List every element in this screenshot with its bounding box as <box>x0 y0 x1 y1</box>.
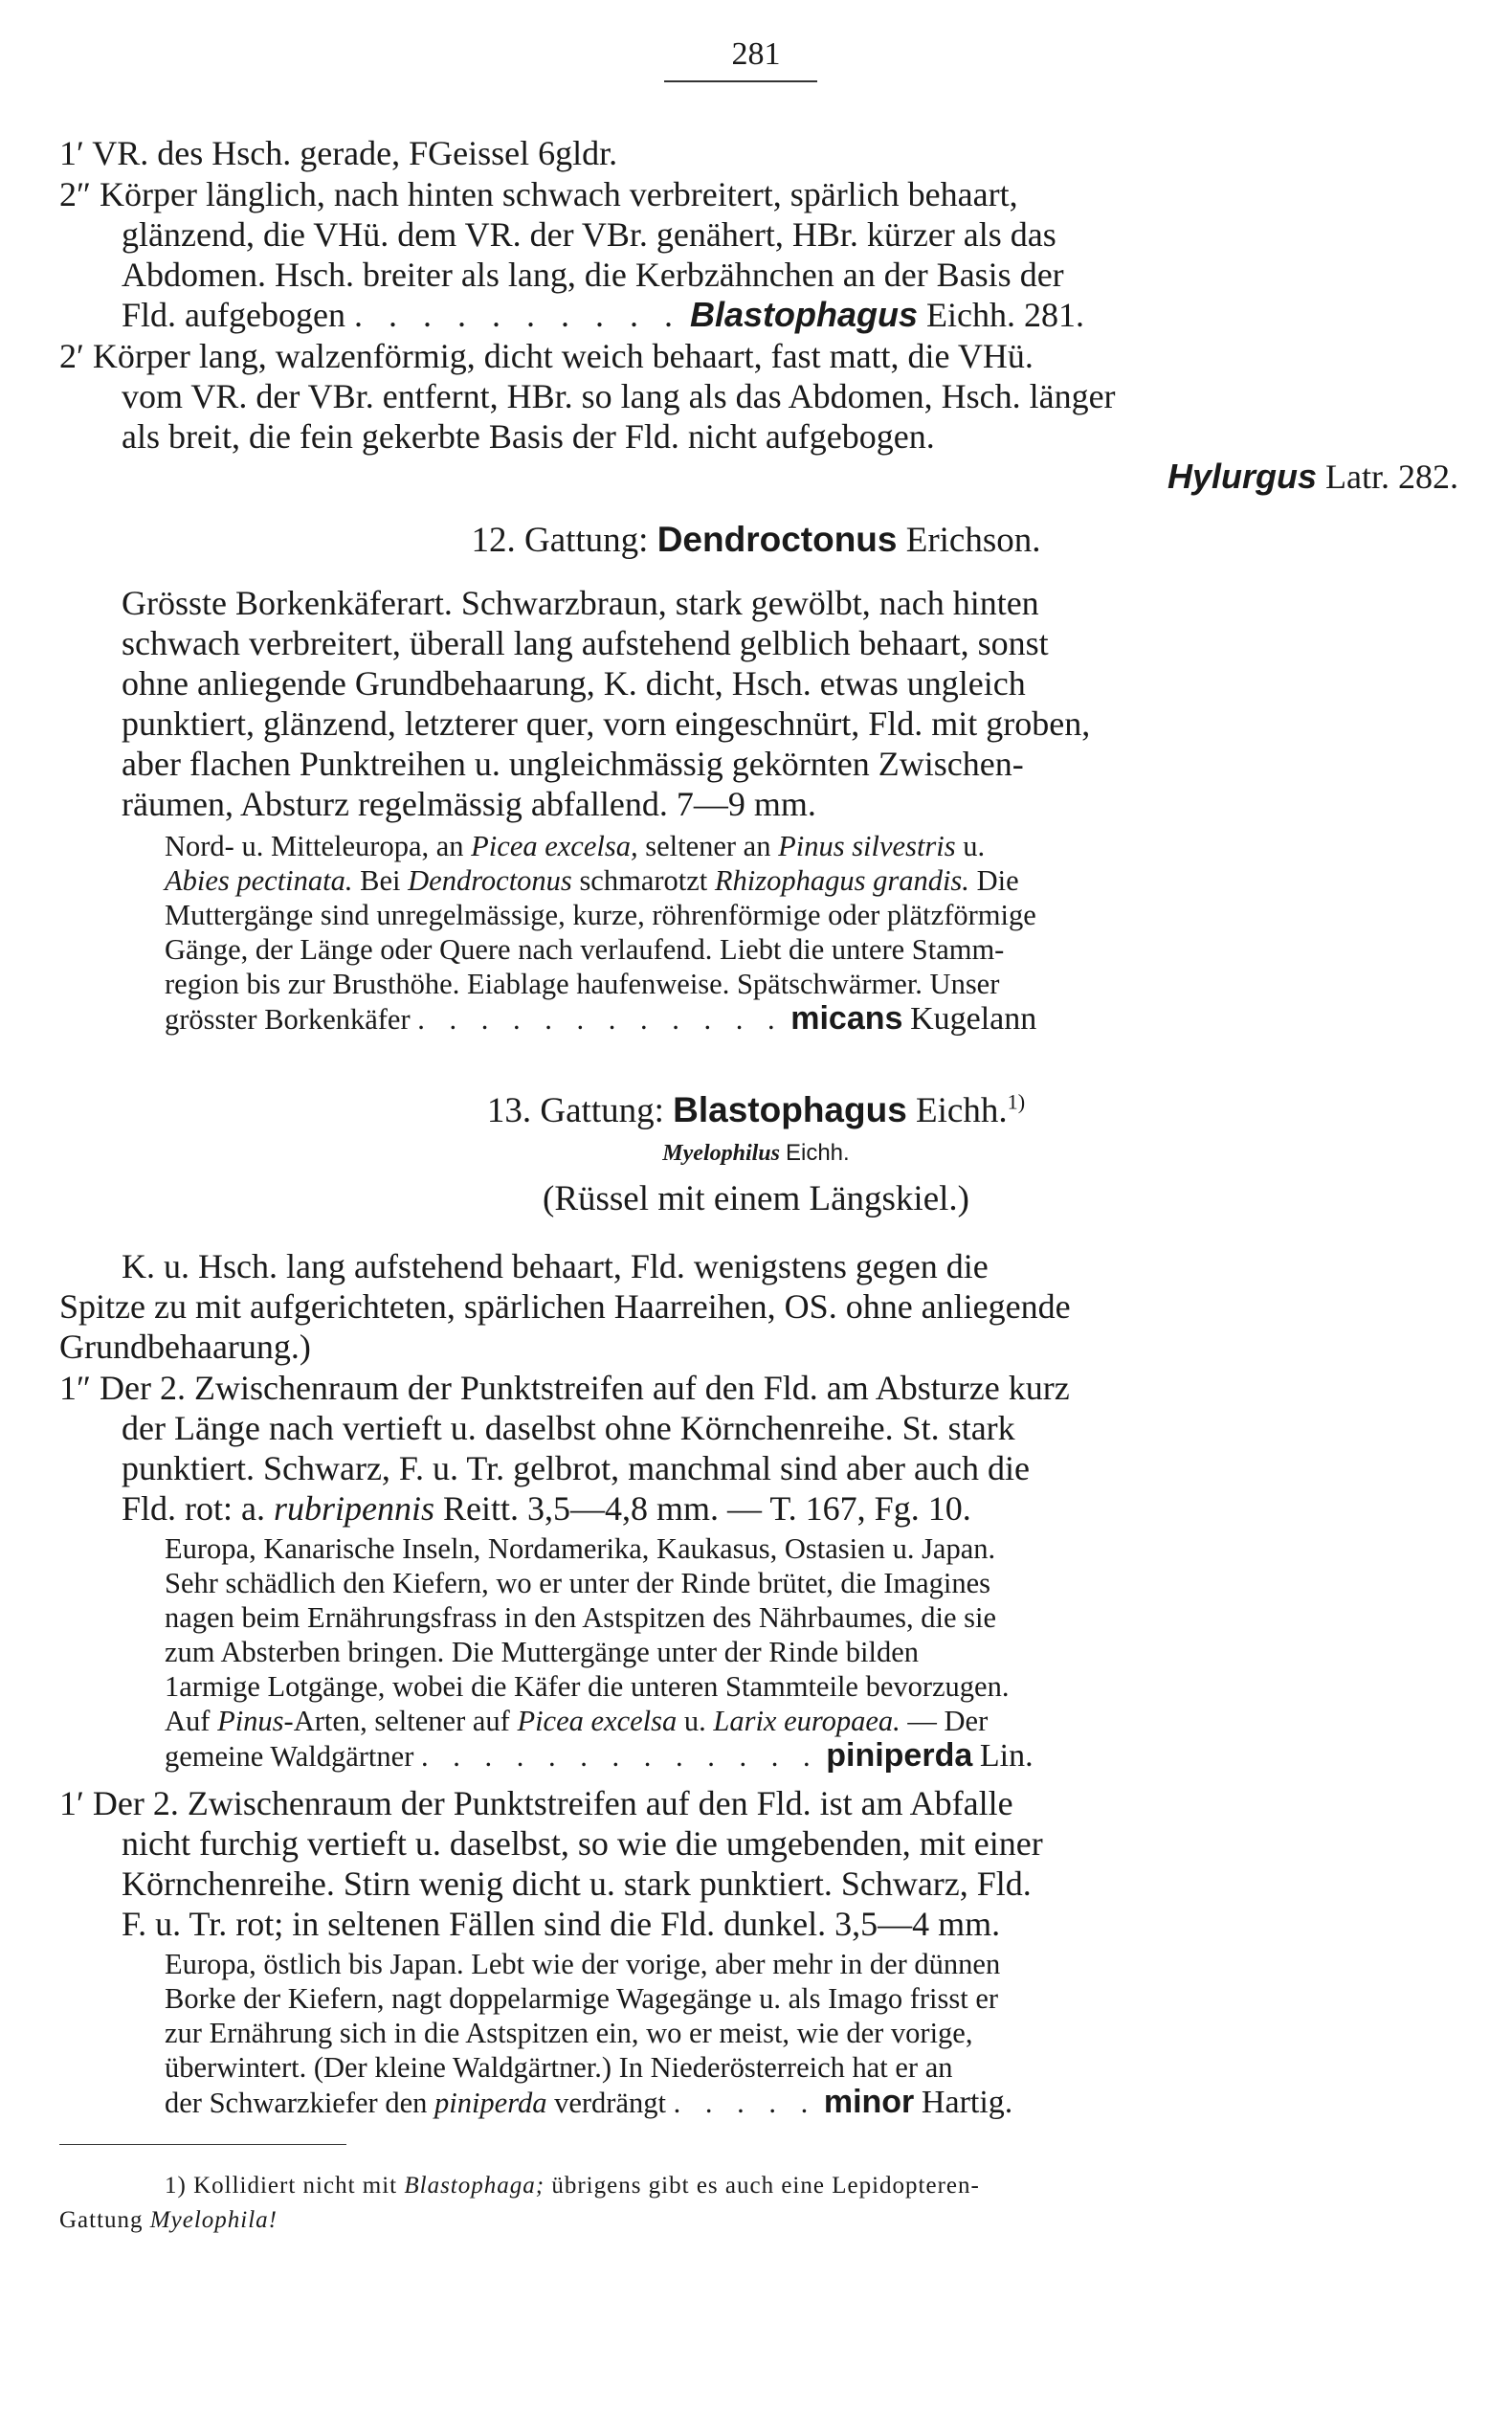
leader-dots: . . . . . . . . . . <box>353 296 681 334</box>
biology-line <box>165 2085 1012 2120</box>
biology-line <box>165 1738 1034 1774</box>
text: Auf <box>165 1705 211 1737</box>
species-name: Pinus silvestris <box>778 830 956 862</box>
synonym-author: Eichh. <box>785 1140 850 1166</box>
species-name: piniperda <box>434 2087 547 2119</box>
species-name: Dendroctonus <box>408 864 572 897</box>
taxon-name: piniperda <box>826 1737 973 1774</box>
text: Gattung <box>59 2207 144 2233</box>
genus-author: Eichh. <box>916 1091 1008 1130</box>
key-line: 2′ Körper lang, walzenförmig, dicht weich behaart, fast matt, die VHü. <box>59 337 1034 375</box>
taxon-name: Hylurgus <box>1167 457 1318 496</box>
footnote-marker: 1) <box>1007 1089 1026 1114</box>
biology-line: zum Absterben bringen. Die Muttergänge unter der Rinde bilden <box>165 1636 919 1668</box>
key-line: nicht furchig vertieft u. daselbst, so wie die umgebenden, mit einer <box>122 1824 1043 1863</box>
biology-line: Europa, Kanarische Inseln, Nordamerika, Kaukasus, Ostasien u. Japan. <box>165 1532 996 1565</box>
key-line: glänzend, die VHü. dem VR. der VBr. genähert, HBr. kürzer als das <box>122 215 1056 254</box>
description-line: punktiert, glänzend, letzterer quer, vorn eingeschnürt, Fld. mit groben, <box>122 704 1091 743</box>
text: gemeine Waldgärtner <box>165 1740 414 1773</box>
biology-line <box>165 829 985 863</box>
genus-synonym <box>0 1139 1512 1168</box>
description-line: K. u. Hsch. lang aufstehend behaart, Fld. wenigstens gegen die <box>122 1247 989 1285</box>
genus-name: Blastophagus <box>673 1090 907 1129</box>
genus-prefix: 13. Gattung: <box>486 1091 664 1130</box>
taxon-author: Hartig. <box>921 2085 1013 2120</box>
key-line: als breit, die fein gekerbte Basis der Fld. nicht aufgebogen. <box>122 417 935 456</box>
description-line: Grundbehaarung.) <box>59 1328 311 1366</box>
text: -Arten, seltener auf <box>283 1705 510 1737</box>
genus-heading-12 <box>0 521 1512 560</box>
key-line: 1′ Der 2. Zwischenraum der Punktstreifen auf den Fld. ist am Abfalle <box>59 1784 1013 1822</box>
biology-line: überwintert. (Der kleine Waldgärtner.) In Niederösterreich hat er an <box>165 2051 953 2084</box>
footnote-rule <box>59 2144 346 2145</box>
species-name: rubripennis <box>274 1489 435 1528</box>
species-name: Abies pectinata. <box>165 864 353 897</box>
biology-line <box>165 1704 988 1738</box>
text: schmarotzt <box>579 864 708 897</box>
description-line: aber flachen Punktreihen u. ungleichmässig gekörnten Zwischen- <box>122 745 1024 783</box>
footnote-line <box>165 2171 980 2201</box>
genus-heading-13 <box>0 1091 1512 1130</box>
leader-dots: . . . . . <box>673 2087 817 2119</box>
genus-subtitle: (Rüssel mit einem Längskiel.) <box>543 1179 969 1218</box>
description-line: ohne anliegende Grundbehaarung, K. dicht, Hsch. etwas ungleich <box>122 664 1026 703</box>
biology-line: 1armige Lotgänge, wobei die Käfer die unteren Stammteile bevorzugen. <box>165 1670 1010 1703</box>
synonym-name: Myelophilus <box>662 1141 780 1166</box>
key-line: 1′ VR. des Hsch. gerade, FGeissel 6gldr. <box>59 134 618 172</box>
text: Die <box>976 864 1019 897</box>
biology-line: Europa, östlich bis Japan. Lebt wie der vorige, aber mehr in der dünnen <box>165 1948 1001 1980</box>
key-text: Fld. aufgebogen <box>122 296 345 334</box>
key-line: punktiert. Schwarz, F. u. Tr. gelbrot, manchmal sind aber auch die <box>122 1449 1030 1487</box>
species-name: Picea excelsa, <box>471 830 638 862</box>
biology-line: zur Ernährung sich in die Astspitzen ein, wo er meist, wie der vorige, <box>165 2017 973 2049</box>
taxon-name: minor <box>823 2084 915 2120</box>
key-line: vom VR. der VBr. entfernt, HBr. so lang als das Abdomen, Hsch. länger <box>122 377 1116 415</box>
biology-line: Borke der Kiefern, nagt doppelarmige Wagegänge u. als Imago frisst er <box>165 1982 999 2015</box>
species-name: Blastophaga; <box>404 2173 545 2199</box>
taxon-author: Latr. 282. <box>1325 458 1458 496</box>
text: u. <box>963 830 986 862</box>
taxon-author: Lin. <box>979 1738 1034 1774</box>
species-name: Myelophila! <box>149 2207 278 2233</box>
taxon-author: Kugelann <box>910 1001 1037 1037</box>
key-line: 1″ Der 2. Zwischenraum der Punktstreifen auf den Fld. am Absturze kurz <box>59 1369 1070 1407</box>
key-line: Körnchenreihe. Stirn wenig dicht u. stark punktiert. Schwarz, Fld. <box>122 1865 1032 1903</box>
description-line: schwach verbreitert, überall lang aufstehend gelblich behaart, sonst <box>122 624 1049 662</box>
text: — Der <box>907 1705 989 1737</box>
taxon-name: micans <box>790 1000 903 1037</box>
key-line: Abdomen. Hsch. breiter als lang, die Kerbzähnchen an der Basis der <box>122 256 1064 294</box>
text: grösster Borkenkäfer <box>165 1003 411 1036</box>
text: u. <box>683 1705 706 1737</box>
key-line <box>1167 458 1458 496</box>
key-line: F. u. Tr. rot; in seltenen Fällen sind die Fld. dunkel. 3,5—4 mm. <box>122 1905 1001 1943</box>
biology-line: Gänge, der Länge oder Quere nach verlaufend. Liebt die untere Stamm- <box>165 933 1005 966</box>
description-line: Grösste Borkenkäferart. Schwarzbraun, stark gewölbt, nach hinten <box>122 584 1039 622</box>
text: seltener an <box>645 830 771 862</box>
text: Fld. rot: a. <box>122 1489 265 1528</box>
leader-dots: . . . . . . . . . . . . <box>417 1003 784 1036</box>
text: Kollidiert nicht mit <box>193 2173 398 2199</box>
key-line <box>122 1489 971 1528</box>
key-line: der Länge nach vertieft u. daselbst ohne Körnchenreihe. St. stark <box>122 1409 1015 1447</box>
footnote-line <box>59 2205 278 2236</box>
text: der Schwarzkiefer den <box>165 2087 428 2119</box>
description-line: räumen, Absturz regelmässig abfallend. 7—9 mm. <box>122 785 816 823</box>
taxon-name: Blastophagus <box>689 295 918 334</box>
description-line: Spitze zu mit aufgerichteten, spärlichen Haarreihen, OS. ohne anliegende <box>59 1287 1071 1326</box>
text: Nord- u. Mitteleuropa, an <box>165 830 464 862</box>
key-line: 2″ Körper länglich, nach hinten schwach verbreitert, spärlich behaart, <box>59 175 1018 213</box>
header-rule <box>664 80 817 82</box>
footnote-marker: 1) <box>165 2173 187 2199</box>
text: Reitt. 3,5—4,8 mm. — T. 167, Fg. 10. <box>443 1489 971 1528</box>
text: übrigens gibt es auch eine Lepidopteren- <box>551 2173 980 2199</box>
biology-line: Muttergänge sind unregelmässige, kurze, röhrenförmige oder plätzförmige <box>165 899 1036 931</box>
biology-line: Sehr schädlich den Kiefern, wo er unter der Rinde brütet, die Imagines <box>165 1567 991 1599</box>
biology-line <box>165 863 1019 898</box>
species-name: Picea excelsa <box>517 1705 678 1737</box>
key-line <box>122 296 1084 334</box>
biology-line: region bis zur Brusthöhe. Eiablage haufenweise. Spätschwärmer. Unser <box>165 968 1000 1000</box>
species-name: Larix europaea. <box>713 1705 901 1737</box>
species-name: Pinus <box>217 1705 284 1737</box>
species-name: Rhizophagus grandis. <box>714 864 969 897</box>
text: verdrängt <box>554 2087 666 2119</box>
text: Bei <box>360 864 401 897</box>
taxon-author: Eichh. 281. <box>925 296 1084 334</box>
genus-author: Erichson. <box>905 521 1041 560</box>
genus-name: Dendroctonus <box>656 520 898 559</box>
leader-dots: . . . . . . . . . . . . . <box>420 1740 819 1773</box>
page-number: 281 <box>731 36 781 72</box>
genus-prefix: 12. Gattung: <box>471 521 649 560</box>
biology-line: nagen beim Ernährungsfrass in den Astspitzen des Nährbaumes, die sie <box>165 1601 997 1634</box>
biology-line <box>165 1001 1036 1037</box>
